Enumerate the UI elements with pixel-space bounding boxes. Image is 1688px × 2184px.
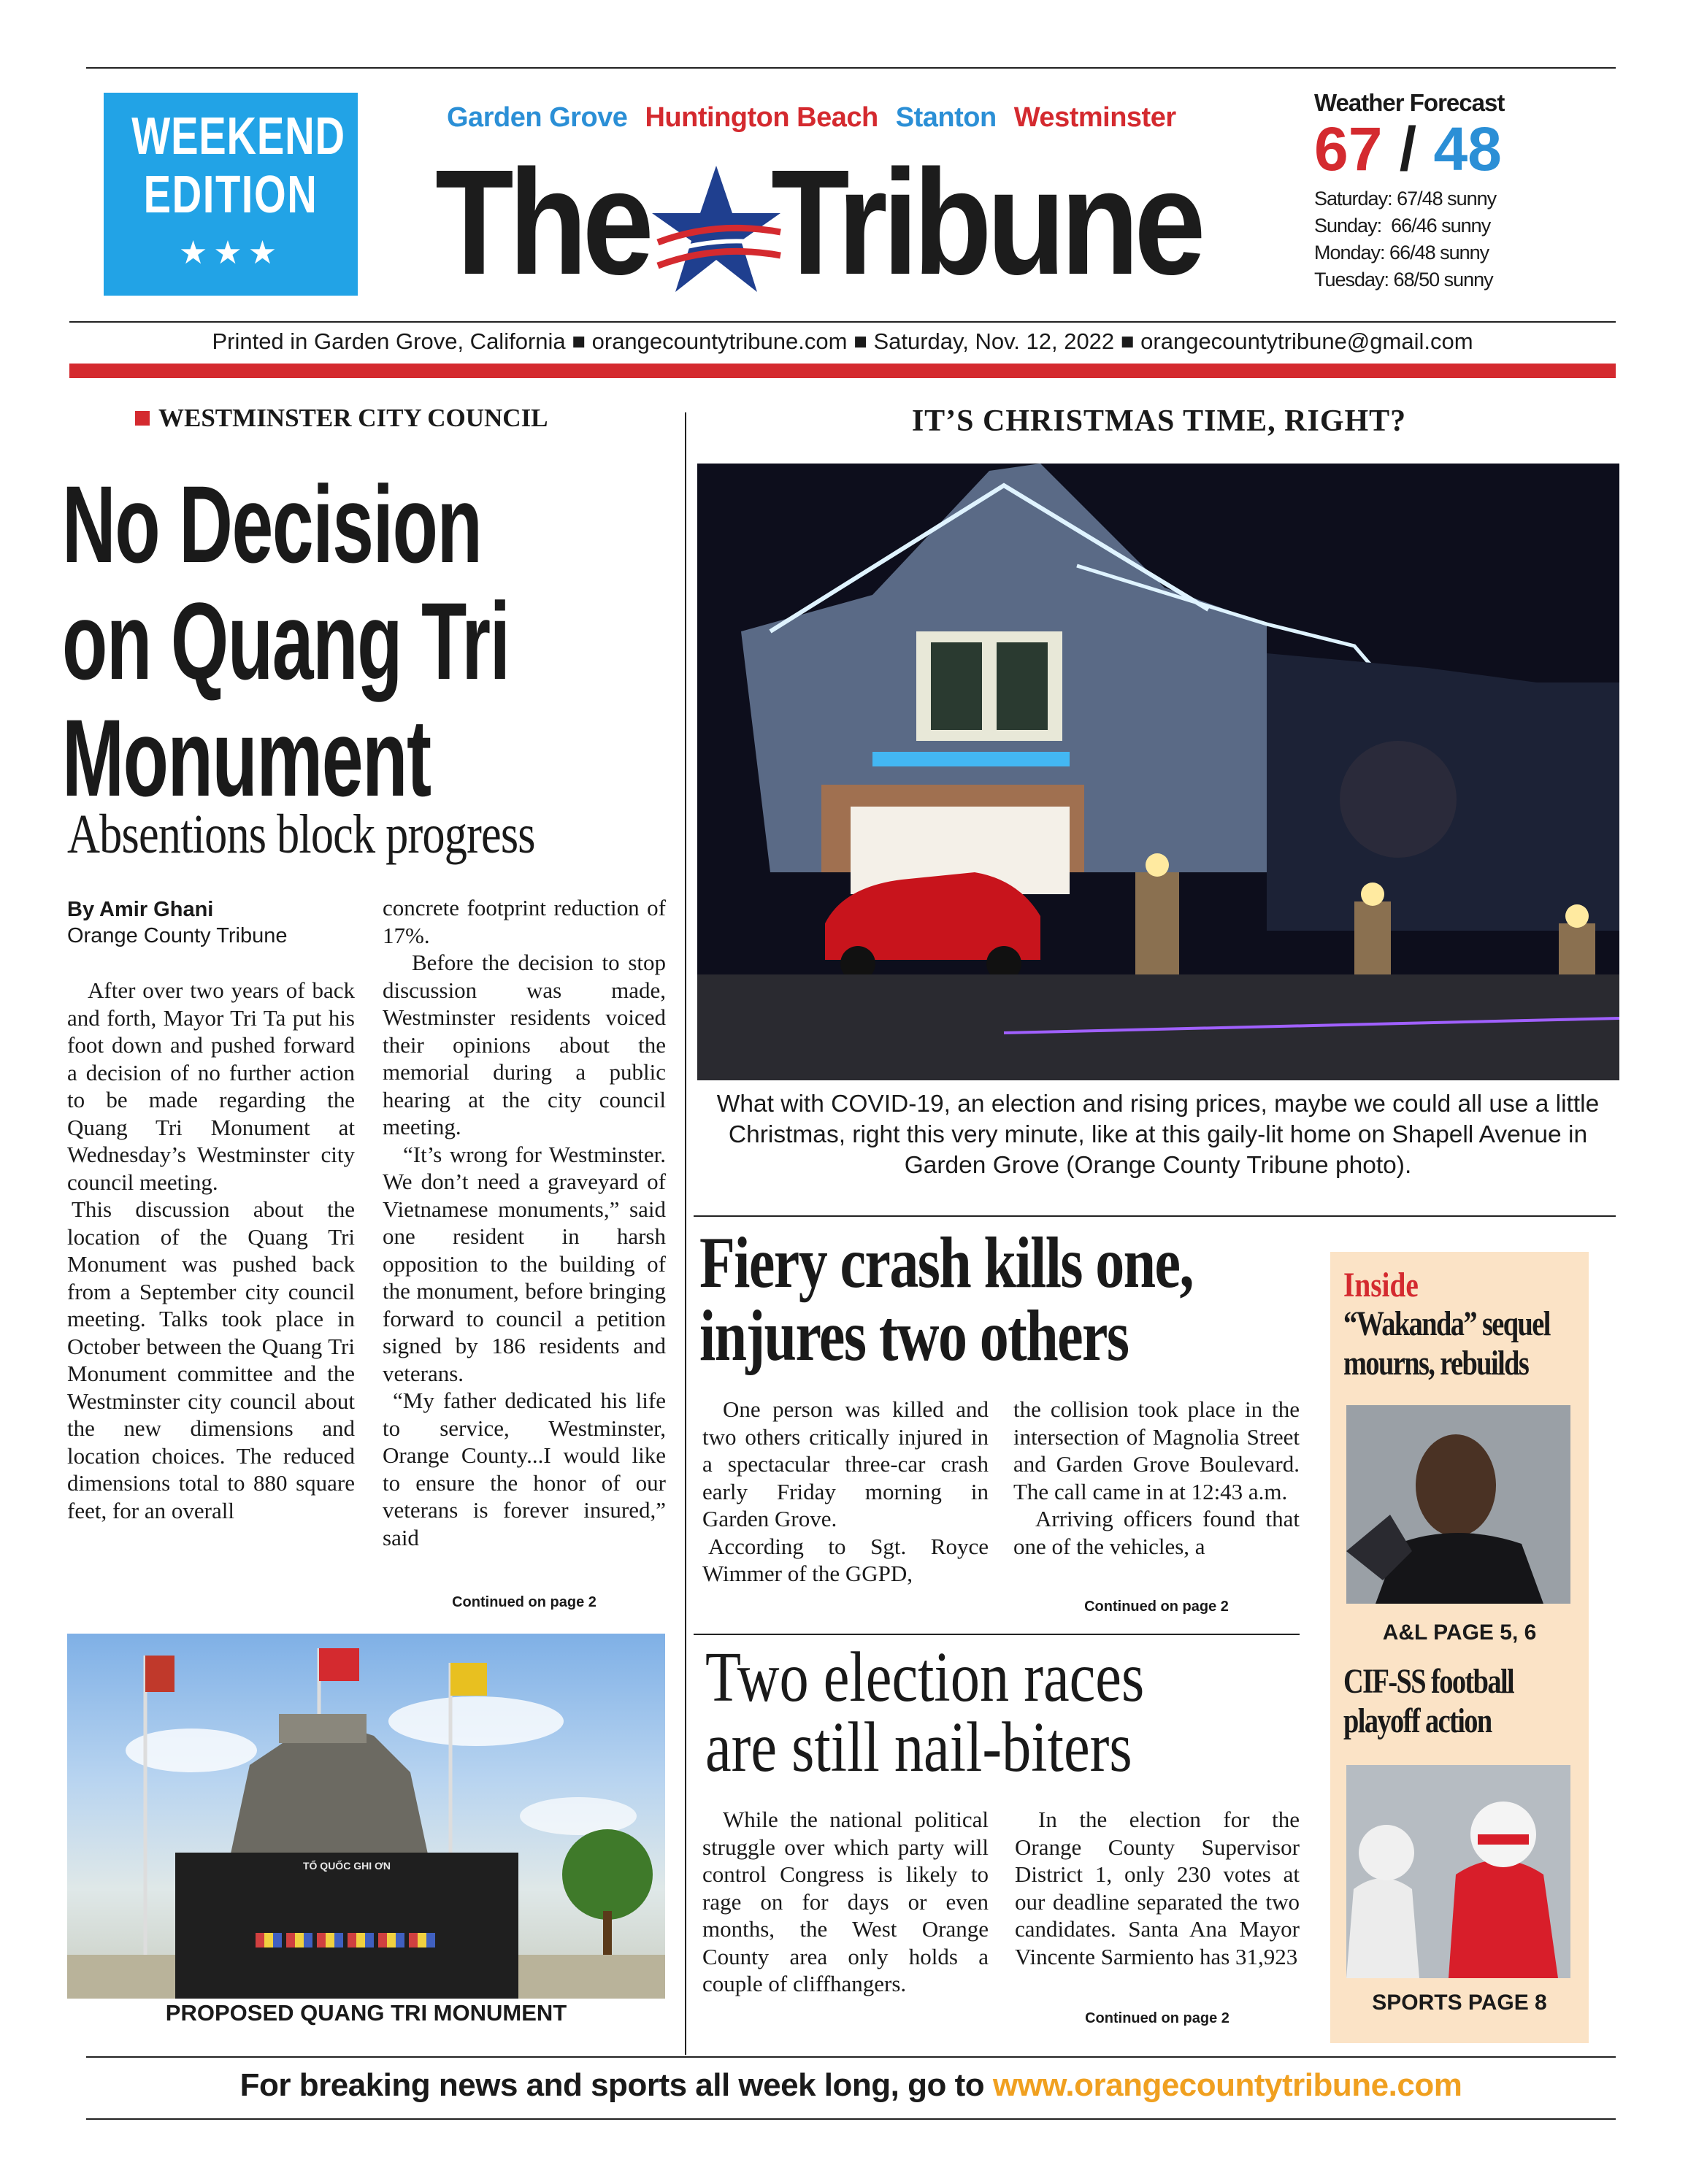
- paragraph: One person was killed and two others critically injured in a spectacular three-car crash early Friday morning in Garden Grove.: [702, 1396, 989, 1531]
- crash-bottom-rule: [694, 1634, 1300, 1635]
- weather-temps: [1314, 115, 1562, 183]
- dateline-site[interactable]: orangecountytribune.com: [591, 328, 848, 354]
- inside-item1-title[interactable]: “Wakanda” sequel mourns, rebuilds: [1343, 1304, 1550, 1383]
- edition-stars: ★★★: [178, 235, 283, 271]
- paragraph: concrete footprint reduction of 17%.: [383, 895, 666, 948]
- separator-icon: ■: [1120, 328, 1135, 354]
- red-banner-rule: [69, 364, 1616, 378]
- paragraph: This discussion about the location of the Quang Tri Monument was pushed back from a September city council meeting. Talks took place in October between the Quang Tri Monument committee and the Westminster city council about the new dimensions and location choices. The reduced dimensions total to 880 square feet, for an overall: [67, 1196, 355, 1523]
- footer-bottom-rule: [86, 2118, 1616, 2120]
- weather-slash: /: [1399, 115, 1417, 183]
- byline-author: By Amir Ghani: [67, 898, 214, 921]
- lead-headline-line: on Quang Tri: [62, 580, 510, 702]
- paragraph: Before the decision to stop discussion was made, Westminster residents voiced their opinions about the memorial during a public hearing at the city council meeting.: [383, 950, 666, 1139]
- inside-label: Inside: [1343, 1266, 1419, 1304]
- city-stanton: Stanton: [895, 102, 997, 133]
- inside-item2-page[interactable]: SPORTS PAGE 8: [1372, 1991, 1547, 2015]
- dateline-printed: Printed in Garden Grove, California: [212, 328, 566, 354]
- monument-caption: PROPOSED QUANG TRI MONUMENT: [165, 2000, 567, 2026]
- lead-subhead: Absentions block progress: [67, 804, 535, 865]
- crash-headline-line: injures two others: [699, 1295, 1129, 1376]
- dateline-email[interactable]: orangecountytribune@gmail.com: [1140, 328, 1473, 354]
- monument-plaque: [175, 1853, 518, 1999]
- dateline-date: Saturday, Nov. 12, 2022: [873, 328, 1115, 354]
- crash-column-1: [702, 1396, 989, 1588]
- lead-column-2: [383, 894, 666, 1551]
- star-flag-icon: [651, 162, 782, 301]
- weather-day: Tuesday: 68/50 sunny: [1314, 269, 1493, 291]
- dateline: [69, 328, 1616, 355]
- christmas-house-photo: [697, 464, 1619, 1080]
- weather-low: 48: [1433, 115, 1502, 183]
- crash-column-2: [1013, 1396, 1300, 1560]
- football-photo[interactable]: [1346, 1765, 1570, 1978]
- monument-photo: [67, 1634, 665, 1999]
- election-headline-line: are still nail-biters: [705, 1708, 1132, 1787]
- weather-high: 67: [1314, 115, 1383, 183]
- lead-continued[interactable]: Continued on page 2: [452, 1594, 596, 1610]
- footer-url[interactable]: www.orangecountytribune.com: [992, 2067, 1462, 2103]
- paragraph: “It’s wrong for Westminster. We don’t need a graveyard of Vietnamese monuments,” said one resident in harsh opposition to the building of the monument, before bringing forward to council a petition signed by 186 residents and veterans.: [383, 1141, 666, 1386]
- election-column-2: [1015, 1806, 1300, 1970]
- inside-item2-title[interactable]: CIF-SS football playoff action: [1343, 1662, 1514, 1740]
- edition-line-1: WEEKEND: [131, 107, 345, 166]
- inside-sidebar: [1330, 1252, 1589, 2043]
- kicker-square-icon: [135, 411, 150, 426]
- city-westminster: Westminster: [1013, 102, 1176, 133]
- edition-line-2: EDITION: [143, 166, 318, 224]
- christmas-bottom-rule: [694, 1215, 1616, 1217]
- city-list: [447, 102, 1235, 134]
- crash-headline: [699, 1222, 1327, 1376]
- crash-continued[interactable]: Continued on page 2: [1084, 1599, 1229, 1615]
- city-garden-grove: Garden Grove: [447, 102, 628, 133]
- paragraph: the collision took place in the intersection of Magnolia Street and Garden Grove Boulevard. The call came in at 12:43 a.m.: [1013, 1396, 1300, 1504]
- newspaper-title: [435, 139, 1246, 307]
- weather-heading: Weather Forecast: [1314, 89, 1505, 116]
- separator-icon: ■: [572, 328, 586, 354]
- weekend-edition-badge: [104, 93, 358, 296]
- byline-source: Orange County Tribune: [67, 924, 288, 947]
- election-headline: [705, 1638, 1311, 1787]
- footer-top-rule: [86, 2056, 1616, 2058]
- paragraph: In the election for the Orange County Supervisor District 1, only 230 votes at our deadline separated the two candidates. Santa Ana Mayor Vincente Sarmiento has 31,923: [1015, 1807, 1300, 1969]
- christmas-kicker: IT’S CHRISTMAS TIME, RIGHT?: [911, 404, 1407, 438]
- footer-text: For breaking news and sports all week long, go to: [239, 2067, 985, 2103]
- plaque-medals: [256, 1933, 438, 1947]
- dateline-top-rule: [69, 321, 1616, 323]
- separator-icon: ■: [853, 328, 867, 354]
- election-column-1: [702, 1806, 989, 1998]
- paragraph: After over two years of back and forth, Mayor Tri Ta put his foot down and pushed forward a decision of no further action to be made regarding the Quang Tri Monument at Wednesday’s Westminster city council meeting.: [67, 977, 355, 1195]
- election-headline-line: Two election races: [705, 1638, 1145, 1717]
- lead-headline-line: No Decision: [62, 463, 482, 585]
- inside-item1-page[interactable]: A&L PAGE 5, 6: [1382, 1620, 1537, 1645]
- footer-banner: [86, 2067, 1616, 2104]
- weather-box: [1314, 89, 1562, 293]
- crash-headline-line: Fiery crash kills one,: [699, 1222, 1193, 1303]
- weather-day: Monday: 66/48 sunny: [1314, 242, 1489, 264]
- lead-kicker: [135, 404, 548, 433]
- top-rule: [86, 67, 1616, 69]
- title-tribune: Tribune: [771, 139, 1201, 306]
- weather-day: Sunday: 66/46 sunny: [1314, 215, 1491, 237]
- lead-kicker-text: WESTMINSTER CITY COUNCIL: [158, 404, 548, 432]
- paragraph: According to Sgt. Royce Wimmer of the GGPD,: [702, 1533, 989, 1586]
- lead-byline: [67, 896, 287, 949]
- lead-column-1: [67, 977, 355, 1524]
- title-the: The: [435, 139, 649, 306]
- paragraph: While the national political struggle over which party will control Congress is likely to rage on for days or even months, the West Orange County area only holds a couple of cliffhangers.: [702, 1807, 989, 1996]
- election-continued[interactable]: Continued on page 2: [1085, 2010, 1229, 2026]
- plaque-text: TỔ QUỐC GHI ƠN: [302, 1860, 391, 1872]
- paragraph: Arriving officers found that one of the vehicles, a: [1013, 1506, 1300, 1559]
- paragraph: “My father dedicated his life to service, Westminster, Orange County...I would like to ensure the honor of our veterans is forever insured,” said: [383, 1388, 666, 1550]
- lead-headline: [62, 463, 690, 819]
- city-huntington-beach: Huntington Beach: [645, 102, 878, 133]
- wakanda-photo[interactable]: [1346, 1405, 1570, 1604]
- weather-day: Saturday: 67/48 sunny: [1314, 188, 1497, 209]
- lead-headline-line: Monument: [62, 696, 431, 819]
- christmas-caption: What with COVID-19, an election and rising prices, maybe we could all use a little Christmas, right this very minute, like at this gaily-lit home on Shapell Avenue in Garden Grove (Orange County Tribune photo).: [716, 1091, 1600, 1179]
